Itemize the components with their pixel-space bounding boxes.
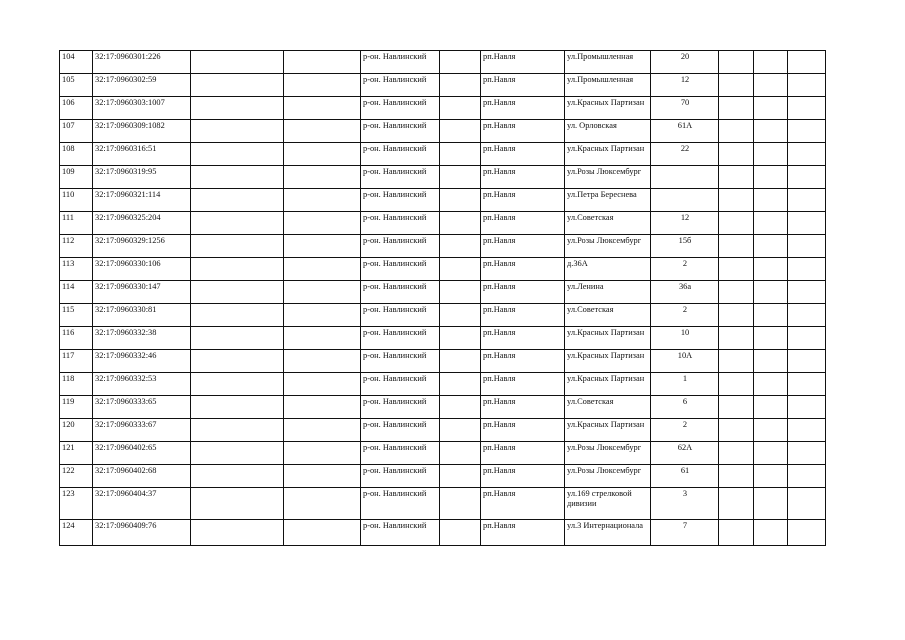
house-number-cell xyxy=(651,189,719,212)
house-number-cell: 7 xyxy=(651,520,719,546)
street-cell: ул.169 стрелковой дивизии xyxy=(565,488,651,520)
table-row xyxy=(60,396,826,419)
empty-cell xyxy=(191,258,284,281)
row-number-cell: 120 xyxy=(60,419,93,442)
empty-cell xyxy=(191,304,284,327)
empty-cell xyxy=(440,396,481,419)
street-cell: ул.Советская xyxy=(565,212,651,235)
settlement-cell: рп.Навля xyxy=(481,465,565,488)
settlement-cell: рп.Навля xyxy=(481,488,565,520)
empty-cell xyxy=(191,97,284,120)
table-row xyxy=(60,281,826,304)
house-number-cell: 12 xyxy=(651,74,719,97)
cadastral-number-cell: 32:17:0960332:53 xyxy=(93,373,191,396)
empty-cell xyxy=(440,97,481,120)
cadastral-number-cell: 32:17:0960330:147 xyxy=(93,281,191,304)
empty-cell xyxy=(284,327,361,350)
settlement-cell: рп.Навля xyxy=(481,212,565,235)
house-number-cell: 62А xyxy=(651,442,719,465)
table-body xyxy=(60,51,826,546)
empty-cell xyxy=(754,419,788,442)
table-row xyxy=(60,189,826,212)
empty-cell xyxy=(754,258,788,281)
settlement-cell: рп.Навля xyxy=(481,396,565,419)
district-cell: р-он. Навлинский xyxy=(361,212,440,235)
empty-cell xyxy=(191,488,284,520)
row-number-cell: 113 xyxy=(60,258,93,281)
empty-cell xyxy=(719,74,754,97)
table-row xyxy=(60,166,826,189)
empty-cell xyxy=(440,166,481,189)
empty-cell xyxy=(754,74,788,97)
empty-cell xyxy=(754,235,788,258)
district-cell: р-он. Навлинский xyxy=(361,166,440,189)
empty-cell xyxy=(284,120,361,143)
empty-cell xyxy=(191,465,284,488)
street-cell: ул.Розы Люксембург xyxy=(565,442,651,465)
empty-cell xyxy=(284,258,361,281)
empty-cell xyxy=(719,396,754,419)
empty-cell xyxy=(754,212,788,235)
empty-cell xyxy=(191,327,284,350)
street-cell: ул.Красных Партизан xyxy=(565,327,651,350)
house-number-cell: 12 xyxy=(651,212,719,235)
settlement-cell: рп.Навля xyxy=(481,281,565,304)
empty-cell xyxy=(719,373,754,396)
cadastral-number-cell: 32:17:0960332:46 xyxy=(93,350,191,373)
empty-cell xyxy=(788,520,826,546)
street-cell: ул.Красных Партизан xyxy=(565,97,651,120)
district-cell: р-он. Навлинский xyxy=(361,120,440,143)
table-row xyxy=(60,419,826,442)
street-cell: ул. Орловская xyxy=(565,120,651,143)
empty-cell xyxy=(440,520,481,546)
street-cell: ул.Красных Партизан xyxy=(565,350,651,373)
table-row xyxy=(60,373,826,396)
row-number-cell: 112 xyxy=(60,235,93,258)
empty-cell xyxy=(754,304,788,327)
street-cell: ул.Промышленная xyxy=(565,51,651,74)
cadastral-number-cell: 32:17:0960316:51 xyxy=(93,143,191,166)
row-number-cell: 117 xyxy=(60,350,93,373)
settlement-cell: рп.Навля xyxy=(481,74,565,97)
settlement-cell: рп.Навля xyxy=(481,304,565,327)
table-row xyxy=(60,143,826,166)
settlement-cell: рп.Навля xyxy=(481,51,565,74)
empty-cell xyxy=(754,465,788,488)
empty-cell xyxy=(191,442,284,465)
street-cell: ул.Розы Люксембург xyxy=(565,235,651,258)
district-cell: р-он. Навлинский xyxy=(361,189,440,212)
empty-cell xyxy=(191,235,284,258)
empty-cell xyxy=(788,166,826,189)
empty-cell xyxy=(754,189,788,212)
cadastral-number-cell: 32:17:0960321:114 xyxy=(93,189,191,212)
table-row xyxy=(60,212,826,235)
district-cell: р-он. Навлинский xyxy=(361,97,440,120)
district-cell: р-он. Навлинский xyxy=(361,143,440,166)
settlement-cell: рп.Навля xyxy=(481,258,565,281)
empty-cell xyxy=(440,488,481,520)
house-number-cell: 20 xyxy=(651,51,719,74)
empty-cell xyxy=(284,51,361,74)
settlement-cell: рп.Навля xyxy=(481,373,565,396)
district-cell: р-он. Навлинский xyxy=(361,258,440,281)
cadastral-number-cell: 32:17:0960333:67 xyxy=(93,419,191,442)
settlement-cell: рп.Навля xyxy=(481,442,565,465)
empty-cell xyxy=(788,74,826,97)
house-number-cell: 1 xyxy=(651,373,719,396)
empty-cell xyxy=(754,396,788,419)
table-row xyxy=(60,97,826,120)
empty-cell xyxy=(788,51,826,74)
empty-cell xyxy=(788,465,826,488)
cadastral-number-cell: 32:17:0960303:1007 xyxy=(93,97,191,120)
street-cell: ул.Красных Партизан xyxy=(565,419,651,442)
empty-cell xyxy=(788,281,826,304)
empty-cell xyxy=(788,143,826,166)
empty-cell xyxy=(788,373,826,396)
empty-cell xyxy=(719,465,754,488)
empty-cell xyxy=(440,327,481,350)
empty-cell xyxy=(191,120,284,143)
empty-cell xyxy=(788,258,826,281)
cadastral-number-cell: 32:17:0960402:68 xyxy=(93,465,191,488)
empty-cell xyxy=(284,74,361,97)
empty-cell xyxy=(754,281,788,304)
cadastral-number-cell: 32:17:0960302:59 xyxy=(93,74,191,97)
empty-cell xyxy=(191,51,284,74)
empty-cell xyxy=(440,74,481,97)
empty-cell xyxy=(788,327,826,350)
empty-cell xyxy=(284,465,361,488)
street-cell: ул.Промышленная xyxy=(565,74,651,97)
district-cell: р-он. Навлинский xyxy=(361,419,440,442)
cadastral-number-cell: 32:17:0960325:204 xyxy=(93,212,191,235)
district-cell: р-он. Навлинский xyxy=(361,488,440,520)
cadastral-number-cell: 32:17:0960409:76 xyxy=(93,520,191,546)
empty-cell xyxy=(191,281,284,304)
row-number-cell: 116 xyxy=(60,327,93,350)
empty-cell xyxy=(191,350,284,373)
empty-cell xyxy=(191,143,284,166)
empty-cell xyxy=(284,373,361,396)
settlement-cell: рп.Навля xyxy=(481,235,565,258)
empty-cell xyxy=(191,189,284,212)
table-row xyxy=(60,258,826,281)
empty-cell xyxy=(788,396,826,419)
table-row xyxy=(60,235,826,258)
empty-cell xyxy=(754,520,788,546)
cadastral-register-table xyxy=(59,50,826,546)
empty-cell xyxy=(440,143,481,166)
empty-cell xyxy=(719,166,754,189)
empty-cell xyxy=(719,419,754,442)
settlement-cell: рп.Навля xyxy=(481,327,565,350)
table-row xyxy=(60,520,826,546)
empty-cell xyxy=(284,442,361,465)
district-cell: р-он. Навлинский xyxy=(361,327,440,350)
table-row xyxy=(60,488,826,520)
row-number-cell: 106 xyxy=(60,97,93,120)
cadastral-number-cell: 32:17:0960404:37 xyxy=(93,488,191,520)
empty-cell xyxy=(788,189,826,212)
empty-cell xyxy=(440,120,481,143)
empty-cell xyxy=(191,74,284,97)
empty-cell xyxy=(788,442,826,465)
empty-cell xyxy=(440,212,481,235)
empty-cell xyxy=(440,258,481,281)
house-number-cell: 10А xyxy=(651,350,719,373)
street-cell: д.36А xyxy=(565,258,651,281)
empty-cell xyxy=(719,258,754,281)
row-number-cell: 105 xyxy=(60,74,93,97)
house-number-cell: 2 xyxy=(651,304,719,327)
district-cell: р-он. Навлинский xyxy=(361,520,440,546)
settlement-cell: рп.Навля xyxy=(481,419,565,442)
empty-cell xyxy=(440,235,481,258)
empty-cell xyxy=(191,166,284,189)
house-number-cell: 2 xyxy=(651,258,719,281)
empty-cell xyxy=(284,304,361,327)
empty-cell xyxy=(754,442,788,465)
empty-cell xyxy=(440,189,481,212)
cadastral-number-cell: 32:17:0960329:1256 xyxy=(93,235,191,258)
empty-cell xyxy=(191,520,284,546)
empty-cell xyxy=(284,212,361,235)
empty-cell xyxy=(284,520,361,546)
empty-cell xyxy=(440,442,481,465)
empty-cell xyxy=(719,143,754,166)
empty-cell xyxy=(788,304,826,327)
empty-cell xyxy=(284,488,361,520)
house-number-cell: 61А xyxy=(651,120,719,143)
settlement-cell: рп.Навля xyxy=(481,350,565,373)
empty-cell xyxy=(788,350,826,373)
empty-cell xyxy=(191,396,284,419)
empty-cell xyxy=(440,51,481,74)
empty-cell xyxy=(788,212,826,235)
empty-cell xyxy=(719,97,754,120)
district-cell: р-он. Навлинский xyxy=(361,51,440,74)
row-number-cell: 118 xyxy=(60,373,93,396)
settlement-cell: рп.Навля xyxy=(481,97,565,120)
street-cell: ул.Красных Партизан xyxy=(565,143,651,166)
empty-cell xyxy=(284,350,361,373)
empty-cell xyxy=(788,97,826,120)
row-number-cell: 124 xyxy=(60,520,93,546)
empty-cell xyxy=(719,51,754,74)
table-row xyxy=(60,465,826,488)
empty-cell xyxy=(754,327,788,350)
row-number-cell: 110 xyxy=(60,189,93,212)
empty-cell xyxy=(754,51,788,74)
district-cell: р-он. Навлинский xyxy=(361,281,440,304)
empty-cell xyxy=(719,442,754,465)
empty-cell xyxy=(284,189,361,212)
empty-cell xyxy=(788,120,826,143)
empty-cell xyxy=(440,304,481,327)
empty-cell xyxy=(719,520,754,546)
settlement-cell: рп.Навля xyxy=(481,520,565,546)
row-number-cell: 104 xyxy=(60,51,93,74)
table-row xyxy=(60,51,826,74)
district-cell: р-он. Навлинский xyxy=(361,465,440,488)
empty-cell xyxy=(440,465,481,488)
house-number-cell: 15б xyxy=(651,235,719,258)
settlement-cell: рп.Навля xyxy=(481,120,565,143)
empty-cell xyxy=(284,166,361,189)
empty-cell xyxy=(284,419,361,442)
settlement-cell: рп.Навля xyxy=(481,189,565,212)
row-number-cell: 111 xyxy=(60,212,93,235)
empty-cell xyxy=(440,281,481,304)
empty-cell xyxy=(719,281,754,304)
empty-cell xyxy=(284,281,361,304)
cadastral-number-cell: 32:17:0960332:38 xyxy=(93,327,191,350)
table-row xyxy=(60,74,826,97)
district-cell: р-он. Навлинский xyxy=(361,350,440,373)
district-cell: р-он. Навлинский xyxy=(361,304,440,327)
cadastral-number-cell: 32:17:0960330:81 xyxy=(93,304,191,327)
empty-cell xyxy=(191,373,284,396)
street-cell: ул.Петра Береснева xyxy=(565,189,651,212)
row-number-cell: 107 xyxy=(60,120,93,143)
cadastral-number-cell: 32:17:0960301:226 xyxy=(93,51,191,74)
street-cell: ул.Розы Люксембург xyxy=(565,465,651,488)
empty-cell xyxy=(440,373,481,396)
empty-cell xyxy=(719,327,754,350)
table-row xyxy=(60,327,826,350)
district-cell: р-он. Навлинский xyxy=(361,74,440,97)
row-number-cell: 122 xyxy=(60,465,93,488)
house-number-cell: 6 xyxy=(651,396,719,419)
row-number-cell: 119 xyxy=(60,396,93,419)
empty-cell xyxy=(284,235,361,258)
house-number-cell: 61 xyxy=(651,465,719,488)
empty-cell xyxy=(754,120,788,143)
district-cell: р-он. Навлинский xyxy=(361,235,440,258)
empty-cell xyxy=(284,396,361,419)
street-cell: ул.Советская xyxy=(565,304,651,327)
empty-cell xyxy=(788,488,826,520)
row-number-cell: 123 xyxy=(60,488,93,520)
empty-cell xyxy=(719,189,754,212)
empty-cell xyxy=(284,97,361,120)
table-row xyxy=(60,350,826,373)
empty-cell xyxy=(754,350,788,373)
empty-cell xyxy=(284,143,361,166)
table-row xyxy=(60,442,826,465)
street-cell: ул.Розы Люксембург xyxy=(565,166,651,189)
table-row xyxy=(60,304,826,327)
district-cell: р-он. Навлинский xyxy=(361,442,440,465)
row-number-cell: 108 xyxy=(60,143,93,166)
empty-cell xyxy=(788,235,826,258)
row-number-cell: 115 xyxy=(60,304,93,327)
row-number-cell: 109 xyxy=(60,166,93,189)
cadastral-number-cell: 32:17:0960319:95 xyxy=(93,166,191,189)
cadastral-number-cell: 32:17:0960333:65 xyxy=(93,396,191,419)
house-number-cell xyxy=(651,166,719,189)
house-number-cell: 70 xyxy=(651,97,719,120)
empty-cell xyxy=(191,212,284,235)
district-cell: р-он. Навлинский xyxy=(361,373,440,396)
house-number-cell: 2 xyxy=(651,419,719,442)
house-number-cell: 10 xyxy=(651,327,719,350)
house-number-cell: 3 xyxy=(651,488,719,520)
cadastral-number-cell: 32:17:0960330:106 xyxy=(93,258,191,281)
empty-cell xyxy=(440,350,481,373)
district-cell: р-он. Навлинский xyxy=(361,396,440,419)
empty-cell xyxy=(788,419,826,442)
settlement-cell: рп.Навля xyxy=(481,166,565,189)
empty-cell xyxy=(754,97,788,120)
street-cell: ул.Красных Партизан xyxy=(565,373,651,396)
row-number-cell: 114 xyxy=(60,281,93,304)
street-cell: ул.Советская xyxy=(565,396,651,419)
cadastral-number-cell: 32:17:0960309:1082 xyxy=(93,120,191,143)
empty-cell xyxy=(440,419,481,442)
empty-cell xyxy=(191,419,284,442)
settlement-cell: рп.Навля xyxy=(481,143,565,166)
empty-cell xyxy=(719,304,754,327)
empty-cell xyxy=(719,350,754,373)
empty-cell xyxy=(719,235,754,258)
house-number-cell: 22 xyxy=(651,143,719,166)
empty-cell xyxy=(754,373,788,396)
table-row xyxy=(60,120,826,143)
empty-cell xyxy=(754,143,788,166)
empty-cell xyxy=(754,488,788,520)
house-number-cell: 36а xyxy=(651,281,719,304)
empty-cell xyxy=(754,166,788,189)
empty-cell xyxy=(719,212,754,235)
street-cell: ул.3 Интернационала xyxy=(565,520,651,546)
empty-cell xyxy=(719,488,754,520)
cadastral-number-cell: 32:17:0960402:65 xyxy=(93,442,191,465)
row-number-cell: 121 xyxy=(60,442,93,465)
street-cell: ул.Ленина xyxy=(565,281,651,304)
empty-cell xyxy=(719,120,754,143)
